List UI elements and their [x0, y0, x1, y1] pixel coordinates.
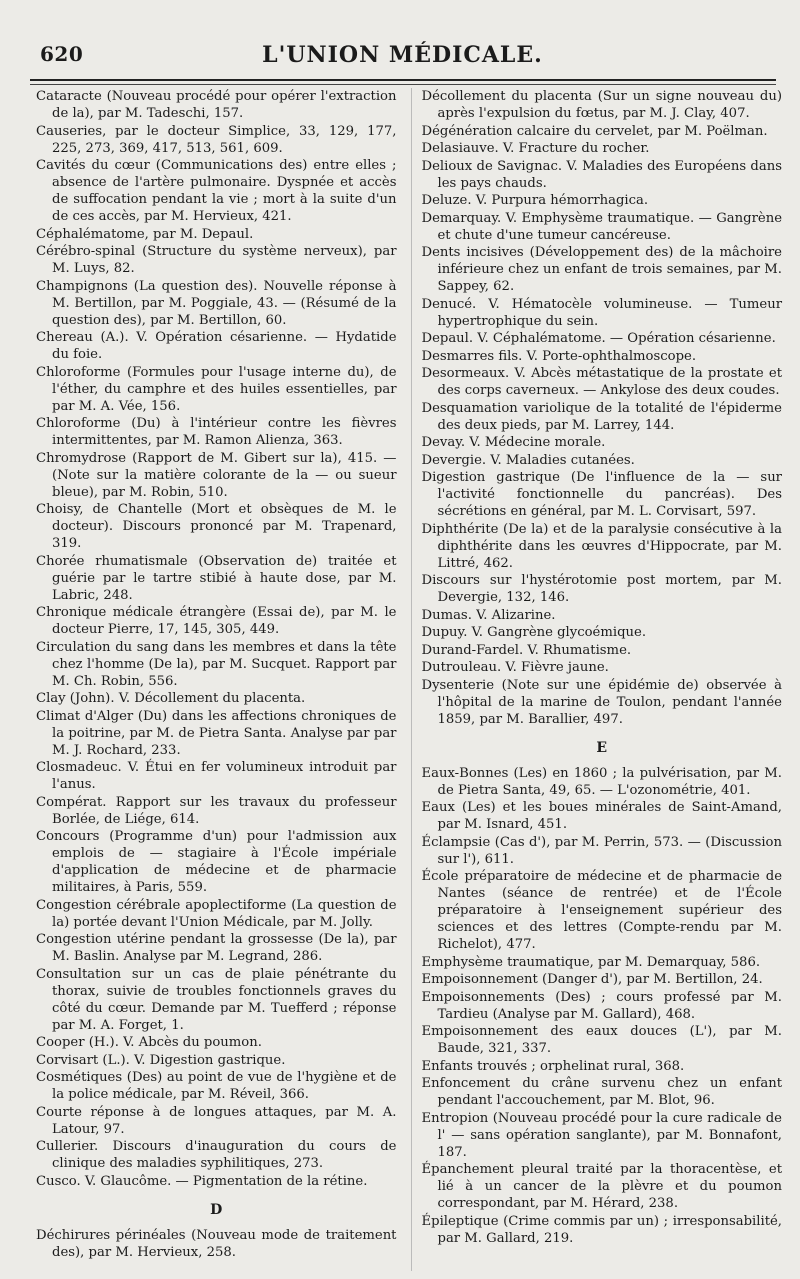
index-entry: Chloroforme (Formules pour l'usage interne du), de l'éther, du camphre et des huiles essentielles, par par M. A. Vée, 156.	[36, 364, 397, 414]
left-column	[36, 88, 397, 1271]
index-entry: Corvisart (L.). V. Digestion gastrique.	[36, 1052, 286, 1068]
index-entry: Dumas. V. Alizarine.	[421, 607, 556, 623]
index-entry: Enfoncement du crâne survenu chez un enfant pendant l'accouchement, par M. Blot, 96.	[421, 1076, 782, 1108]
index-entry: Durand-Fardel. V. Rhumatisme.	[421, 642, 632, 658]
index-entry: Dents incisives (Développement des) de la mâchoire inférieure chez un enfant de trois semaines, par M. Sappey, 62.	[421, 245, 782, 294]
index-entry: Congestion cérébrale apoplectiforme (La question de la) portée devant l'Union Médicale, par M. Jolly.	[36, 897, 397, 930]
index-entry: Cooper (H.). V. Abcès du poumon.	[36, 1035, 262, 1050]
index-entry: École préparatoire de médecine et de pharmacie de Nantes (séance de rentrée) et de l'École préparatoire à l'enseignement supérieur des sciences et des lettres (Compte-rendu par M. Richelot), 477.	[421, 869, 782, 952]
index-entry: Consultation sur un cas de plaie pénétrante du thorax, suivie de troubles fonctionnels graves du côté du cœur. Demande par M. Tuefferd ; réponse par M. A. Forget, 1.	[36, 966, 397, 1033]
section-letter: D	[210, 1201, 223, 1218]
index-entry: Chloroforme (Du) à l'intérieur contre les fièvres intermittentes, par M. Ramon Alienza, 363.	[36, 416, 397, 448]
index-entry: Cataracte (Nouveau procédé pour opérer l'extraction de la), par M. Tadeschi, 157.	[36, 89, 397, 121]
index-entry: Compérat. Rapport sur les travaux du professeur Borlée, de Liége, 614.	[36, 794, 397, 827]
index-columns	[36, 88, 782, 1271]
index-entry: Chronique médicale étrangère (Essai de), par M. le docteur Pierre, 17, 145, 305, 449.	[36, 605, 397, 637]
index-entry: Eaux-Bonnes (Les) en 1860 ; la pulvérisation, par M. de Pietra Santa, 49, 65. — L'ozonométrie, 401.	[421, 765, 782, 798]
index-entry: Décollement du placenta (Sur un signe nouveau du) après l'expulsion du fœtus, par M. J. Clay, 407.	[421, 89, 782, 121]
index-entry: Desormeaux. V. Abcès métastatique de la prostate et des corps caverneux. — Ankylose des deux coudes.	[421, 366, 782, 398]
index-entry: Épanchement pleural traité par la thoracentèse, et lié à un cancer de la plèvre et du poumon correspondant, par M. Hérard, 238.	[421, 1162, 782, 1211]
index-entry: Dégénération calcaire du cervelet, par M. Poëlman.	[421, 123, 768, 139]
index-entry: Dupuy. V. Gangrène glycoémique.	[421, 625, 647, 640]
index-entry: Devergie. V. Maladies cutanées.	[421, 452, 635, 468]
index-entry: Empoisonnement (Danger d'), par M. Bertillon, 24.	[421, 972, 763, 987]
section-letter: E	[596, 739, 608, 756]
index-entry: Éclampsie (Cas d'), par M. Perrin, 573. — (Discussion sur l'), 611.	[421, 834, 782, 867]
index-entry: Céphalématome, par M. Depaul.	[36, 226, 254, 242]
page-number: 620	[40, 42, 84, 66]
index-entry: Chorée rhumatismale (Observation de) traitée et guérie par le tartre stibié à haute dose, par M. Labric, 248.	[36, 553, 397, 603]
index-entry: Congestion utérine pendant la grossesse (De la), par M. Baslin. Analyse par M. Legrand, 286.	[36, 932, 397, 964]
index-entry: Concours (Programme d'un) pour l'admission aux emplois de — stagiaire à l'École impériale d'application de médecine et de pharmacie militaires, à Paris, 559.	[36, 829, 397, 895]
index-entry: Eaux (Les) et les boues minérales de Saint-Amand, par M. Isnard, 451.	[421, 800, 782, 832]
index-entry: Déchirures périnéales (Nouveau mode de traitement des), par M. Hervieux, 258.	[36, 1227, 397, 1260]
header-rule	[30, 79, 776, 81]
index-entry: Emphysème traumatique, par M. Demarquay, 586.	[421, 954, 761, 970]
index-entry: Cavités du cœur (Communications des) entre elles ; absence de l'artère pulmonaire. Dyspnée et accès de suffocation pendant la vie ; mort à la suite d'un de ces accès, par M. Hervieux, 421.	[36, 158, 397, 224]
index-entry: Closmadeuc. V. Étui en fer volumineux introduit par l'anus.	[36, 760, 397, 792]
index-entry: Desmarres fils. V. Porte-ophthalmoscope.	[421, 348, 697, 364]
index-entry: Cosmétiques (Des) au point de vue de l'hygiène et de la police médicale, par M. Réveil, 366.	[36, 1070, 397, 1102]
index-entry: Champignons (La question des). Nouvelle réponse à M. Bertillon, par M. Poggiale, 43. — (Résumé de la question des), par M. Bertillon, 60.	[36, 278, 397, 328]
index-entry: Depaul. V. Céphalématome. — Opération césarienne.	[421, 331, 776, 346]
index-entry: Dysenterie (Note sur une épidémie de) observée à l'hôpital de la marine de Toulon, pendant l'année 1859, par M. Barallier, 497.	[421, 677, 782, 727]
index-entry: Diphthérite (De la) et de la paralysie consécutive à la diphthérite dans les œuvres d'Hippocrate, par M. Littré, 462.	[421, 521, 782, 571]
index-entry: Discours sur l'hystérotomie post mortem, par M. Devergie, 132, 146.	[421, 573, 782, 605]
index-entry: Choisy, de Chantelle (Mort et obsèques de M. le docteur). Discours prononcé par M. Trapenard, 319.	[36, 502, 397, 551]
page-header	[30, 36, 775, 82]
index-entry: Cusco. V. Glaucôme. — Pigmentation de la rétine.	[36, 1173, 368, 1189]
index-entry: Entropion (Nouveau procédé pour la cure radicale de l' — sans opération sanglante), par M. Bonnafont, 187.	[421, 1110, 782, 1160]
index-entry: Devay. V. Médecine morale.	[421, 435, 606, 450]
index-entry: Dutrouleau. V. Fièvre jaune.	[421, 660, 609, 675]
index-entry: Enfants trouvés ; orphelinat rural, 368.	[421, 1058, 685, 1074]
index-entry: Courte réponse à de longues attaques, par M. A. Latour, 97.	[36, 1104, 397, 1137]
index-entry: Cérébro-spinal (Structure du système nerveux), par M. Luys, 82.	[36, 244, 397, 276]
running-title: L'UNION MÉDICALE.	[262, 42, 543, 68]
index-entry: Denucé. V. Hématocèle volumineuse. — Tumeur hypertrophique du sein.	[421, 296, 782, 329]
index-entry: Empoisonnements (Des) ; cours professé par M. Tardieu (Analyse par M. Gallard), 468.	[421, 989, 782, 1022]
index-entry: Demarquay. V. Emphysème traumatique. — Gangrène et chute d'une tumeur cancéreuse.	[421, 210, 782, 243]
index-entry: Circulation du sang dans les membres et dans la tête chez l'homme (De la), par M. Sucquet. Rapport par M. Ch. Robin, 556.	[36, 639, 397, 689]
index-entry: Climat d'Alger (Du) dans les affections chroniques de la poitrine, par M. de Pietra Santa. Analyse par par M. J. Rochard, 233.	[36, 708, 397, 758]
right-column	[411, 88, 783, 1271]
index-entry: Cullerier. Discours d'inauguration du cours de clinique des maladies syphilitiques, 273.	[36, 1139, 397, 1171]
index-entry: Chromydrose (Rapport de M. Gibert sur la), 415. — (Note sur la matière colorante de la — ou sueur bleue), par M. Robin, 510.	[36, 450, 397, 500]
index-entry: Delioux de Savignac. V. Maladies des Européens dans les pays chauds.	[421, 158, 782, 191]
index-entry: Causeries, par le docteur Simplice, 33, 129, 177, 225, 273, 369, 417, 513, 561, 609.	[36, 123, 397, 156]
index-entry: Delasiauve. V. Fracture du rocher.	[421, 141, 650, 156]
index-entry: Digestion gastrique (De l'influence de la — sur l'activité fonctionnelle du pancréas). Des sécrétions en général, par M. L. Corvisart, 597.	[421, 470, 782, 519]
index-entry: Clay (John). V. Décollement du placenta.	[36, 691, 306, 706]
index-entry: Desquamation variolique de la totalité de l'épiderme des deux pieds, par M. Larrey, 144.	[421, 400, 782, 433]
index-entry: Chereau (A.). V. Opération césarienne. — Hydatide du foie.	[36, 330, 397, 362]
index-entry: Épileptique (Crime commis par un) ; irresponsabilité, par M. Gallard, 219.	[421, 1213, 782, 1246]
index-entry: Empoisonnement des eaux douces (L'), par M. Baude, 321, 337.	[421, 1024, 782, 1056]
index-entry: Deluze. V. Purpura hémorrhagica.	[421, 193, 649, 208]
header-rule-thin	[30, 84, 776, 85]
